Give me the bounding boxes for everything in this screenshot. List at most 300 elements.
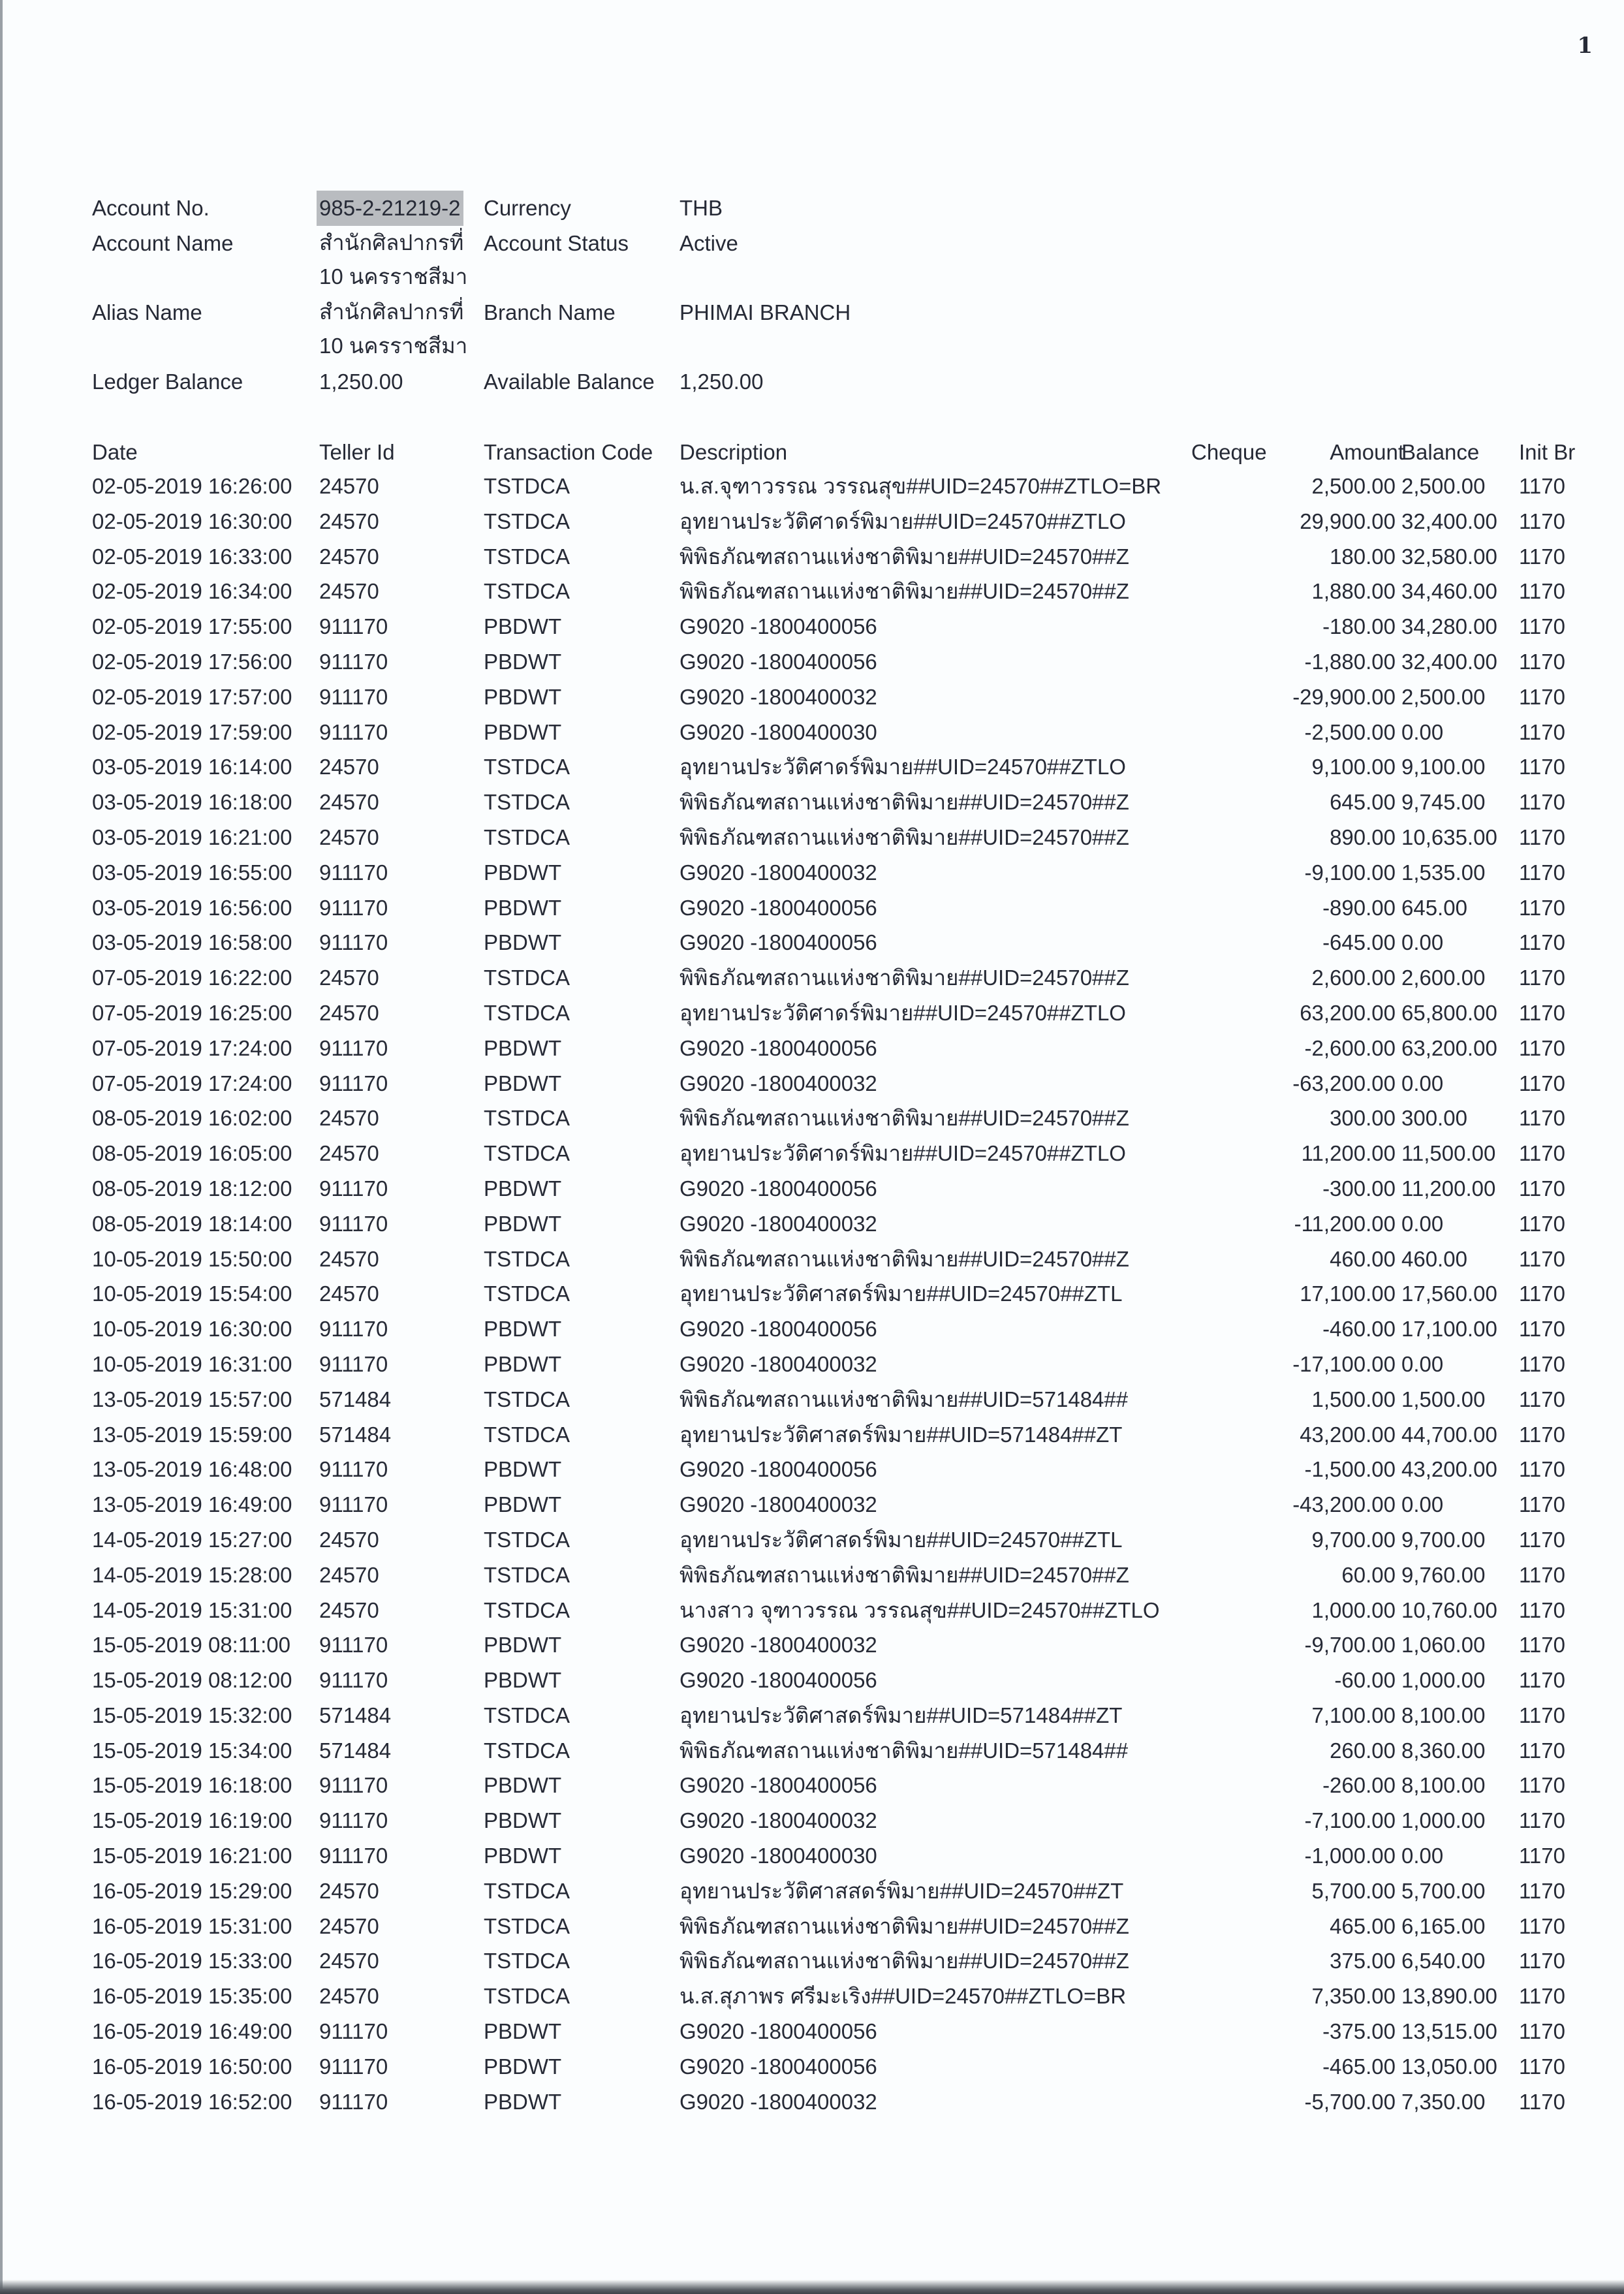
cell-transaction-code: TSTDCA <box>484 1281 570 1306</box>
cell-date: 13-05-2019 16:49:00 <box>92 1492 292 1517</box>
cell-description: G9020 -1800400032 <box>679 1351 877 1376</box>
cell-teller-id: 911170 <box>319 1844 388 1868</box>
cell-date: 02-05-2019 16:26:00 <box>92 474 292 498</box>
cell-description: พิพิธภัณฑสถานแห่งชาติพิมาย##UID=24570##Z <box>679 790 1129 815</box>
cell-balance: 63,200.00 <box>1401 1035 1497 1060</box>
header-balance: Balance <box>1401 440 1480 464</box>
cell-teller-id: 24570 <box>319 1527 379 1552</box>
cell-init-br: 1170 <box>1519 1211 1565 1236</box>
cell-teller-id: 911170 <box>319 895 388 920</box>
cell-transaction-code: TSTDCA <box>484 790 570 815</box>
cell-teller-id: 24570 <box>319 1281 379 1306</box>
cell-date: 02-05-2019 17:59:00 <box>92 719 292 744</box>
table-row <box>92 1276 1593 1312</box>
cell-transaction-code: PBDWT <box>484 1844 562 1868</box>
table-row <box>92 1698 1593 1733</box>
cell-amount: -60.00 <box>1334 1668 1396 1693</box>
cell-amount: -1,500.00 <box>1304 1457 1396 1482</box>
cell-init-br: 1170 <box>1519 1246 1565 1271</box>
cell-balance: 6,540.00 <box>1401 1949 1486 1973</box>
cell-amount: -1,000.00 <box>1304 1844 1396 1868</box>
cell-balance: 13,890.00 <box>1401 1984 1497 2009</box>
cell-transaction-code: TSTDCA <box>484 1387 570 1411</box>
table-row <box>92 1768 1593 1803</box>
cell-teller-id: 24570 <box>319 544 379 569</box>
table-row <box>92 996 1593 1031</box>
ledger-balance-value: 1,250.00 <box>319 369 403 394</box>
table-row <box>92 2084 1593 2120</box>
cell-amount: -17,100.00 <box>1292 1351 1396 1376</box>
cell-transaction-code: PBDWT <box>484 1035 562 1060</box>
cell-date: 15-05-2019 08:11:00 <box>92 1633 290 1658</box>
alias-name-label: Alias Name <box>92 300 202 324</box>
cell-balance: 1,060.00 <box>1401 1633 1486 1658</box>
cell-transaction-code: PBDWT <box>484 1211 562 1236</box>
cell-amount: 645.00 <box>1330 790 1396 815</box>
cell-teller-id: 911170 <box>319 1633 388 1658</box>
cell-transaction-code: TSTDCA <box>484 825 570 849</box>
cell-transaction-code: TSTDCA <box>484 1562 570 1587</box>
table-row <box>92 1242 1593 1277</box>
cell-teller-id: 24570 <box>319 509 379 533</box>
cell-teller-id: 911170 <box>319 1317 388 1342</box>
cell-amount: 9,100.00 <box>1311 755 1396 779</box>
cell-amount: -43,200.00 <box>1292 1492 1396 1517</box>
header-init-br: Init Br <box>1519 440 1576 464</box>
cell-init-br: 1170 <box>1519 1562 1565 1587</box>
cell-init-br: 1170 <box>1519 579 1565 604</box>
cell-teller-id: 911170 <box>319 614 388 639</box>
currency-value: THB <box>679 196 723 220</box>
cell-description: อุทยานประวัติศาสสดร์พิมาย##UID=24570##ZT <box>679 1878 1124 1903</box>
cell-transaction-code: TSTDCA <box>484 755 570 779</box>
cell-date: 13-05-2019 16:48:00 <box>92 1457 292 1482</box>
cell-date: 10-05-2019 15:54:00 <box>92 1281 292 1306</box>
cell-amount: -645.00 <box>1322 930 1396 955</box>
cell-date: 02-05-2019 16:33:00 <box>92 544 292 569</box>
cell-description: G9020 -1800400056 <box>679 2054 877 2079</box>
cell-init-br: 1170 <box>1519 966 1565 990</box>
cell-amount: 2,600.00 <box>1311 966 1396 990</box>
cell-date: 16-05-2019 15:35:00 <box>92 1984 292 2009</box>
cell-teller-id: 24570 <box>319 1000 379 1025</box>
cell-date: 07-05-2019 16:25:00 <box>92 1000 292 1025</box>
cell-date: 16-05-2019 16:50:00 <box>92 2054 292 2079</box>
cell-amount: -11,200.00 <box>1294 1211 1396 1236</box>
cell-amount: -1,880.00 <box>1304 649 1396 674</box>
cell-description: G9020 -1800400032 <box>679 1808 877 1833</box>
cell-date: 02-05-2019 16:30:00 <box>92 509 292 533</box>
cell-init-br: 1170 <box>1519 1317 1565 1342</box>
cell-amount: -180.00 <box>1322 614 1396 639</box>
cell-balance: 2,600.00 <box>1401 966 1486 990</box>
cell-description: G9020 -1800400056 <box>679 895 877 920</box>
cell-date: 02-05-2019 16:34:00 <box>92 579 292 604</box>
table-row <box>92 469 1593 504</box>
table-row <box>92 1838 1593 1874</box>
cell-description: อุทยานประวัติศาสดร์พิมาย##UID=24570##ZTL <box>679 1527 1123 1552</box>
table-row <box>92 1487 1593 1522</box>
cell-description: G9020 -1800400056 <box>679 930 877 955</box>
cell-balance: 5,700.00 <box>1401 1878 1486 1903</box>
cell-description: อุทยานประวัติศาดร์พิมาย##UID=24570##ZTLO <box>679 509 1126 533</box>
cell-transaction-code: TSTDCA <box>484 1000 570 1025</box>
cell-description: G9020 -1800400056 <box>679 1317 877 1342</box>
cell-date: 02-05-2019 17:56:00 <box>92 649 292 674</box>
cell-description: G9020 -1800400030 <box>679 719 877 744</box>
cell-init-br: 1170 <box>1519 860 1565 885</box>
cell-balance: 0.00 <box>1401 719 1444 744</box>
cell-transaction-code: TSTDCA <box>484 966 570 990</box>
header-date: Date <box>92 440 138 464</box>
cell-date: 03-05-2019 16:14:00 <box>92 755 292 779</box>
cell-init-br: 1170 <box>1519 1071 1565 1095</box>
table-row <box>92 1136 1593 1171</box>
cell-init-br: 1170 <box>1519 684 1565 709</box>
cell-amount: 43,200.00 <box>1300 1422 1396 1447</box>
cell-date: 14-05-2019 15:31:00 <box>92 1597 292 1622</box>
cell-init-br: 1170 <box>1519 719 1565 744</box>
table-body <box>92 469 1593 2119</box>
table-row <box>92 960 1593 996</box>
cell-amount: -375.00 <box>1322 2019 1396 2044</box>
table-row <box>92 644 1593 680</box>
cell-balance: 44,700.00 <box>1401 1422 1497 1447</box>
table-row <box>92 1066 1593 1101</box>
cell-date: 15-05-2019 16:21:00 <box>92 1844 292 1868</box>
cell-init-br: 1170 <box>1519 614 1565 639</box>
cell-description: G9020 -1800400032 <box>679 1071 877 1095</box>
table-row <box>92 855 1593 890</box>
cell-date: 16-05-2019 16:52:00 <box>92 2089 292 2114</box>
cell-teller-id: 911170 <box>319 1492 388 1517</box>
cell-date: 03-05-2019 16:56:00 <box>92 895 292 920</box>
cell-date: 15-05-2019 15:34:00 <box>92 1738 292 1763</box>
cell-balance: 2,500.00 <box>1401 684 1486 709</box>
cell-teller-id: 24570 <box>319 1913 379 1938</box>
cell-init-br: 1170 <box>1519 1597 1565 1622</box>
cell-teller-id: 24570 <box>319 1106 379 1131</box>
header-teller-id: Teller Id <box>319 440 395 464</box>
cell-teller-id: 911170 <box>319 1176 388 1201</box>
table-row <box>92 2049 1593 2084</box>
cell-date: 15-05-2019 16:18:00 <box>92 1773 292 1798</box>
table-header <box>92 435 1593 469</box>
table-row <box>92 1593 1593 1628</box>
cell-balance: 34,280.00 <box>1401 614 1497 639</box>
table-row <box>92 1417 1593 1453</box>
cell-init-br: 1170 <box>1519 1984 1565 2009</box>
cell-balance: 0.00 <box>1401 1071 1444 1095</box>
cell-init-br: 1170 <box>1519 895 1565 920</box>
cell-amount: 2,500.00 <box>1311 474 1396 498</box>
cell-amount: 180.00 <box>1330 544 1396 569</box>
cell-date: 13-05-2019 15:57:00 <box>92 1387 292 1411</box>
cell-teller-id: 911170 <box>319 1351 388 1376</box>
account-status-value: Active <box>679 231 738 255</box>
cell-teller-id: 911170 <box>319 2019 388 2044</box>
cell-teller-id: 24570 <box>319 579 379 604</box>
cell-balance: 0.00 <box>1401 1211 1444 1236</box>
cell-description: G9020 -1800400032 <box>679 684 877 709</box>
account-name-value: สำนักศิลปากรที่ 10 นครราชสีมา <box>319 230 468 289</box>
cell-teller-id: 911170 <box>319 1808 388 1833</box>
table-row <box>92 1347 1593 1382</box>
table-row <box>92 609 1593 644</box>
cell-description: อุทยานประวัติศาดร์พิมาย##UID=24570##ZTLO <box>679 755 1126 779</box>
cell-balance: 32,400.00 <box>1401 649 1497 674</box>
cell-init-br: 1170 <box>1519 1913 1565 1938</box>
cell-balance: 0.00 <box>1401 930 1444 955</box>
available-balance-value: 1,250.00 <box>679 369 764 394</box>
cell-transaction-code: TSTDCA <box>484 1141 570 1166</box>
cell-transaction-code: PBDWT <box>484 1457 562 1482</box>
cell-transaction-code: PBDWT <box>484 649 562 674</box>
cell-init-br: 1170 <box>1519 2019 1565 2044</box>
cell-balance: 1,000.00 <box>1401 1808 1486 1833</box>
cell-amount: 9,700.00 <box>1311 1527 1396 1552</box>
cell-init-br: 1170 <box>1519 1808 1565 1833</box>
cell-date: 07-05-2019 17:24:00 <box>92 1071 292 1095</box>
cell-teller-id: 911170 <box>319 1071 388 1095</box>
cell-amount: 63,200.00 <box>1300 1000 1396 1025</box>
cell-description: พิพิธภัณฑสถานแห่งชาติพิมาย##UID=571484## <box>679 1387 1129 1411</box>
cell-description: อุทยานประวัติศาสดร์พิมาย##UID=571484##ZT <box>679 1422 1123 1447</box>
cell-init-br: 1170 <box>1519 1949 1565 1973</box>
cell-balance: 17,100.00 <box>1401 1317 1497 1342</box>
cell-teller-id: 571484 <box>319 1422 392 1447</box>
cell-transaction-code: TSTDCA <box>484 1246 570 1271</box>
cell-date: 15-05-2019 15:32:00 <box>92 1703 292 1727</box>
cell-balance: 65,800.00 <box>1401 1000 1497 1025</box>
cell-amount: 5,700.00 <box>1311 1878 1396 1903</box>
cell-balance: 8,100.00 <box>1401 1703 1486 1727</box>
cell-date: 10-05-2019 16:30:00 <box>92 1317 292 1342</box>
cell-init-br: 1170 <box>1519 1878 1565 1903</box>
cell-date: 08-05-2019 18:14:00 <box>92 1211 292 1236</box>
cell-transaction-code: PBDWT <box>484 1351 562 1376</box>
page-number: 1 <box>1577 33 1593 59</box>
cell-balance: 0.00 <box>1401 1492 1444 1517</box>
cell-init-br: 1170 <box>1519 1387 1565 1411</box>
cell-date: 16-05-2019 15:33:00 <box>92 1949 292 1973</box>
cell-init-br: 1170 <box>1519 1000 1565 1025</box>
cell-transaction-code: TSTDCA <box>484 1597 570 1622</box>
cell-transaction-code: PBDWT <box>484 1808 562 1833</box>
cell-balance: 1,535.00 <box>1401 860 1486 885</box>
cell-date: 14-05-2019 15:27:00 <box>92 1527 292 1552</box>
cell-balance: 9,760.00 <box>1401 1562 1486 1587</box>
cell-description: พิพิธภัณฑสถานแห่งชาติพิมาย##UID=24570##Z <box>679 1949 1129 1973</box>
branch-name-value: PHIMAI BRANCH <box>679 300 851 324</box>
ledger-balance-label: Ledger Balance <box>92 369 243 394</box>
alias-name-value: สำนักศิลปากรที่ 10 นครราชสีมา <box>319 300 468 358</box>
cell-amount: -29,900.00 <box>1292 684 1396 709</box>
cell-transaction-code: PBDWT <box>484 719 562 744</box>
cell-teller-id: 571484 <box>319 1703 392 1727</box>
cell-teller-id: 24570 <box>319 1141 379 1166</box>
cell-description: G9020 -1800400032 <box>679 860 877 885</box>
cell-amount: 375.00 <box>1330 1949 1396 1973</box>
cell-amount: 11,200.00 <box>1301 1141 1396 1166</box>
cell-teller-id: 911170 <box>319 1457 388 1482</box>
account-status-label: Account Status <box>484 231 629 255</box>
cell-init-br: 1170 <box>1519 1106 1565 1131</box>
table-row <box>92 1979 1593 2014</box>
cell-teller-id: 24570 <box>319 966 379 990</box>
cell-init-br: 1170 <box>1519 1527 1565 1552</box>
cell-amount: -9,700.00 <box>1304 1633 1396 1658</box>
table-row <box>92 574 1593 609</box>
cell-balance: 9,700.00 <box>1401 1527 1486 1552</box>
cell-amount: 1,000.00 <box>1311 1597 1396 1622</box>
cell-transaction-code: PBDWT <box>484 1633 562 1658</box>
cell-balance: 8,100.00 <box>1401 1773 1486 1798</box>
cell-transaction-code: PBDWT <box>484 1071 562 1095</box>
cell-transaction-code: PBDWT <box>484 2019 562 2044</box>
cell-teller-id: 24570 <box>319 1597 379 1622</box>
cell-init-br: 1170 <box>1519 1668 1565 1693</box>
cell-date: 07-05-2019 16:22:00 <box>92 966 292 990</box>
cell-teller-id: 24570 <box>319 1949 379 1973</box>
cell-transaction-code: TSTDCA <box>484 1422 570 1447</box>
cell-description: พิพิธภัณฑสถานแห่งชาติพิมาย##UID=24570##Z <box>679 966 1129 990</box>
cell-init-br: 1170 <box>1519 1141 1565 1166</box>
cell-transaction-code: PBDWT <box>484 1773 562 1798</box>
cell-date: 15-05-2019 16:19:00 <box>92 1808 292 1833</box>
cell-transaction-code: TSTDCA <box>484 1984 570 2009</box>
cell-date: 08-05-2019 18:12:00 <box>92 1176 292 1201</box>
cell-balance: 13,050.00 <box>1401 2054 1497 2079</box>
table-row <box>92 1909 1593 1944</box>
cell-date: 02-05-2019 17:57:00 <box>92 684 292 709</box>
cell-transaction-code: TSTDCA <box>484 1738 570 1763</box>
cell-teller-id: 24570 <box>319 1246 379 1271</box>
cell-description: อุทยานประวัติศาดร์พิมาย##UID=24570##ZTLO <box>679 1000 1126 1025</box>
cell-transaction-code: TSTDCA <box>484 474 570 498</box>
cell-transaction-code: PBDWT <box>484 684 562 709</box>
cell-description: พิพิธภัณฑสถานแห่งชาติพิมาย##UID=24570##Z <box>679 825 1129 849</box>
cell-description: พิพิธภัณฑสถานแห่งชาติพิมาย##UID=24570##Z <box>679 1562 1129 1587</box>
cell-transaction-code: TSTDCA <box>484 579 570 604</box>
cell-teller-id: 571484 <box>319 1387 392 1411</box>
cell-transaction-code: TSTDCA <box>484 1527 570 1552</box>
cell-amount: -300.00 <box>1322 1176 1396 1201</box>
cell-transaction-code: TSTDCA <box>484 1949 570 1973</box>
cell-transaction-code: PBDWT <box>484 1492 562 1517</box>
cell-date: 16-05-2019 15:29:00 <box>92 1878 292 1903</box>
cell-amount: -2,500.00 <box>1304 719 1396 744</box>
cell-amount: 260.00 <box>1330 1738 1396 1763</box>
cell-init-br: 1170 <box>1519 1351 1565 1376</box>
cell-amount: 7,100.00 <box>1311 1703 1396 1727</box>
account-no-value: 985-2-21219-2 <box>317 191 463 226</box>
cell-date: 02-05-2019 17:55:00 <box>92 614 292 639</box>
cell-description: พิพิธภัณฑสถานแห่งชาติพิมาย##UID=571484## <box>679 1738 1129 1763</box>
cell-transaction-code: TSTDCA <box>484 1878 570 1903</box>
cell-init-br: 1170 <box>1519 1035 1565 1060</box>
cell-teller-id: 911170 <box>319 719 388 744</box>
cell-date: 14-05-2019 15:28:00 <box>92 1562 292 1587</box>
cell-description: พิพิธภัณฑสถานแห่งชาติพิมาย##UID=24570##Z <box>679 579 1129 604</box>
cell-teller-id: 911170 <box>319 684 388 709</box>
table-row <box>92 890 1593 926</box>
cell-balance: 32,400.00 <box>1401 509 1497 533</box>
header-amount: Amount <box>1330 440 1404 464</box>
table-row <box>92 1031 1593 1066</box>
table-row <box>92 820 1593 855</box>
cell-teller-id: 911170 <box>319 1035 388 1060</box>
cell-balance: 645.00 <box>1401 895 1467 920</box>
header-transaction-code: Transaction Code <box>484 440 653 464</box>
table-row <box>92 785 1593 820</box>
cell-amount: -2,600.00 <box>1304 1035 1396 1060</box>
table-row <box>92 1312 1593 1347</box>
cell-description: พิพิธภัณฑสถานแห่งชาติพิมาย##UID=24570##Z <box>679 1913 1129 1938</box>
cell-teller-id: 24570 <box>319 790 379 815</box>
cell-amount: 7,350.00 <box>1311 1984 1396 2009</box>
cell-description: น.ส.จุฑาวรรณ วรรณสุข##UID=24570##ZTLO=BR <box>679 474 1162 498</box>
cell-amount: 60.00 <box>1341 1562 1396 1587</box>
cell-transaction-code: PBDWT <box>484 1668 562 1693</box>
cell-date: 13-05-2019 15:59:00 <box>92 1422 292 1447</box>
table-row <box>92 1101 1593 1136</box>
cell-description: G9020 -1800400032 <box>679 2089 877 2114</box>
cell-amount: 29,900.00 <box>1300 509 1396 533</box>
cell-balance: 0.00 <box>1401 1351 1444 1376</box>
cell-description: G9020 -1800400032 <box>679 1211 877 1236</box>
cell-amount: 17,100.00 <box>1300 1281 1396 1306</box>
table-row <box>92 539 1593 574</box>
cell-init-br: 1170 <box>1519 1281 1565 1306</box>
cell-balance: 13,515.00 <box>1401 2019 1497 2044</box>
cell-balance: 8,360.00 <box>1401 1738 1486 1763</box>
cell-amount: -9,100.00 <box>1304 860 1396 885</box>
cell-teller-id: 911170 <box>319 2054 388 2079</box>
cell-teller-id: 24570 <box>319 1562 379 1587</box>
cell-transaction-code: TSTDCA <box>484 1106 570 1131</box>
table-row <box>92 1206 1593 1242</box>
cell-description: อุทยานประวัติศาสดร์พิมาย##UID=24570##ZTL <box>679 1281 1123 1306</box>
cell-init-br: 1170 <box>1519 1492 1565 1517</box>
cell-init-br: 1170 <box>1519 1457 1565 1482</box>
cell-description: อุทยานประวัติศาดร์พิมาย##UID=24570##ZTLO <box>679 1141 1126 1166</box>
cell-description: พิพิธภัณฑสถานแห่งชาติพิมาย##UID=24570##Z <box>679 544 1129 569</box>
cell-date: 08-05-2019 16:05:00 <box>92 1141 292 1166</box>
cell-date: 15-05-2019 08:12:00 <box>92 1668 292 1693</box>
scan-edge-shadow <box>0 2280 1624 2294</box>
cell-init-br: 1170 <box>1519 825 1565 849</box>
table-row <box>92 2014 1593 2049</box>
cell-balance: 11,500.00 <box>1401 1141 1496 1166</box>
cell-transaction-code: PBDWT <box>484 860 562 885</box>
cell-description: G9020 -1800400056 <box>679 1773 877 1798</box>
table-row <box>92 1522 1593 1558</box>
cell-description: G9020 -1800400056 <box>679 1668 877 1693</box>
cell-transaction-code: PBDWT <box>484 1317 562 1342</box>
cell-init-br: 1170 <box>1519 1703 1565 1727</box>
cell-date: 03-05-2019 16:58:00 <box>92 930 292 955</box>
cell-date: 10-05-2019 16:31:00 <box>92 1351 292 1376</box>
cell-amount: -63,200.00 <box>1292 1071 1396 1095</box>
table-row <box>92 1733 1593 1768</box>
header-description: Description <box>679 440 788 464</box>
header-cheque: Cheque <box>1191 440 1267 464</box>
cell-teller-id: 911170 <box>319 1668 388 1693</box>
cell-amount: 460.00 <box>1330 1246 1396 1271</box>
cell-teller-id: 911170 <box>319 2089 388 2114</box>
cell-teller-id: 24570 <box>319 755 379 779</box>
